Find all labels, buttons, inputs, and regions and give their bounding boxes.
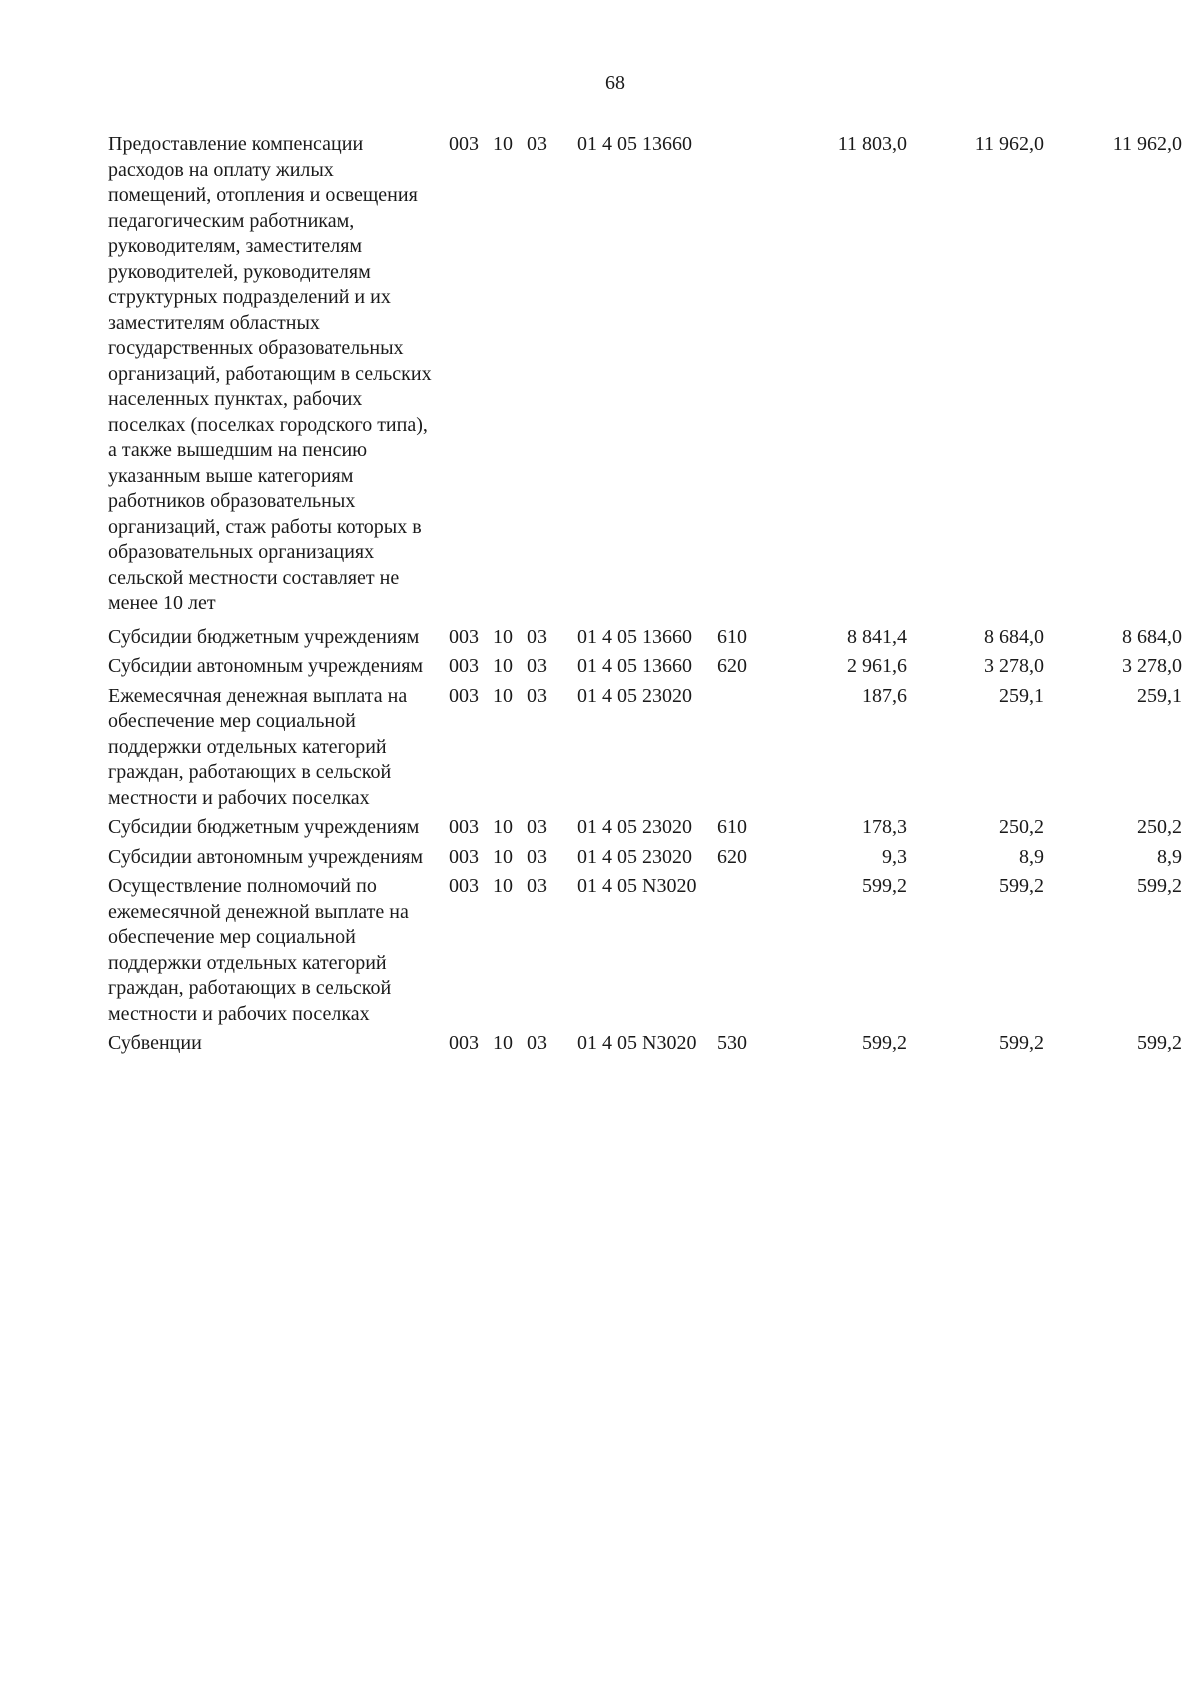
row-name: Ежемесячная денежная выплата на обеспечение мер социальной поддержки отдельных категорий граждан, работающих в сельской местности и рабочих поселках (108, 684, 408, 809)
row-vr: 530 (717, 1032, 747, 1054)
row-year2: 8,9 (1019, 845, 1044, 868)
row-pr: 03 (527, 875, 547, 897)
row-grbs: 003 (449, 875, 479, 897)
row-rz: 10 (493, 625, 513, 648)
table-row (108, 815, 1182, 845)
row-pr: 03 (527, 816, 547, 838)
row-grbs: 003 (449, 816, 479, 838)
row-year3: 259,1 (1137, 684, 1182, 707)
row-name: Осуществление полномочий по ежемесячной денежной выплате на обеспечение мер социальной поддержки отдельных категорий граждан, работающих в сельской местности и рабочих поселках (108, 875, 409, 1025)
row-name: Субсидии бюджетным учреждениям (108, 625, 420, 648)
row-pr: 03 (527, 655, 547, 677)
row-year1: 2 961,6 (847, 655, 907, 677)
row-vr (717, 684, 779, 816)
row-pr: 03 (527, 1032, 547, 1054)
row-vr (717, 132, 779, 625)
row-vr (717, 874, 779, 1031)
row-grbs: 003 (449, 845, 479, 868)
row-name: Субсидии автономным учреждениям (108, 655, 424, 677)
row-vr: 620 (717, 655, 747, 677)
row-pr: 03 (527, 684, 547, 707)
row-rz: 10 (493, 875, 513, 897)
row-grbs: 003 (449, 625, 479, 648)
row-year2: 259,1 (999, 684, 1044, 707)
row-pr: 03 (527, 845, 547, 868)
row-year1: 187,6 (862, 684, 907, 707)
row-pr: 03 (527, 133, 547, 155)
row-year3: 8 684,0 (1122, 625, 1182, 648)
row-year2: 599,2 (999, 875, 1044, 897)
row-year3: 3 278,0 (1122, 655, 1182, 677)
row-csr: 01 4 05 23020 (577, 845, 692, 868)
row-year1: 11 803,0 (837, 133, 907, 155)
row-year2: 599,2 (999, 1032, 1044, 1054)
row-vr: 610 (717, 625, 747, 648)
row-rz: 10 (493, 684, 513, 707)
row-csr: 01 4 05 13660 (577, 655, 692, 677)
row-name: Субвенции (108, 1032, 202, 1054)
row-rz: 10 (493, 133, 513, 155)
row-year3: 599,2 (1137, 875, 1182, 897)
row-year3: 250,2 (1137, 816, 1182, 838)
row-name: Субсидии автономным учреждениям (108, 845, 424, 868)
row-rz: 10 (493, 845, 513, 868)
page-number: 68 (605, 72, 625, 94)
table-row (108, 845, 1182, 875)
row-rz: 10 (493, 1032, 513, 1054)
row-vr: 620 (717, 845, 747, 868)
row-year3: 599,2 (1137, 1032, 1182, 1054)
row-year2: 11 962,0 (974, 133, 1044, 155)
table-row (108, 684, 1182, 816)
row-year2: 250,2 (999, 816, 1044, 838)
row-year1: 599,2 (862, 875, 907, 897)
row-csr: 01 4 05 N3020 (577, 1032, 697, 1054)
row-year3: 11 962,0 (1112, 133, 1182, 155)
row-csr: 01 4 05 23020 (577, 684, 692, 707)
row-year3: 8,9 (1157, 845, 1182, 868)
row-year2: 3 278,0 (984, 655, 1044, 677)
row-grbs: 003 (449, 655, 479, 677)
row-year2: 8 684,0 (984, 625, 1044, 648)
table-row (108, 1031, 1182, 1061)
row-year1: 178,3 (862, 816, 907, 838)
row-rz: 10 (493, 816, 513, 838)
table-row (108, 132, 1182, 625)
row-csr: 01 4 05 13660 (577, 625, 692, 648)
row-year1: 599,2 (862, 1032, 907, 1054)
table-row (108, 654, 1182, 684)
table-row (108, 625, 1182, 655)
row-grbs: 003 (449, 133, 479, 155)
row-csr: 01 4 05 23020 (577, 816, 692, 838)
row-pr: 03 (527, 625, 547, 648)
row-csr: 01 4 05 13660 (577, 133, 692, 155)
row-name: Субсидии бюджетным учреждениям (108, 816, 420, 838)
row-year1: 8 841,4 (847, 625, 907, 648)
row-csr: 01 4 05 N3020 (577, 875, 697, 897)
row-name: Предоставление компенсации расходов на оплату жилых помещений, отопления и освещения педагогическим работникам, руководителям, заместителям руководителей, руководителям структурных подразделений и их заместителям областных государственных образовательных организаций, работающим в сельских населенных пунктах, рабочих поселках (поселках городского типа), а также вышедшим на пенсию указанным выше категориям работников образовательных организаций, стаж работы которых в образовательных организациях сельской местности составляет не менее 10 лет (108, 133, 432, 614)
row-vr: 610 (717, 816, 747, 838)
row-grbs: 003 (449, 1032, 479, 1054)
table-row (108, 874, 1182, 1031)
row-rz: 10 (493, 655, 513, 677)
row-grbs: 003 (449, 684, 479, 707)
row-year1: 9,3 (882, 845, 907, 868)
budget-table (108, 132, 1182, 1061)
